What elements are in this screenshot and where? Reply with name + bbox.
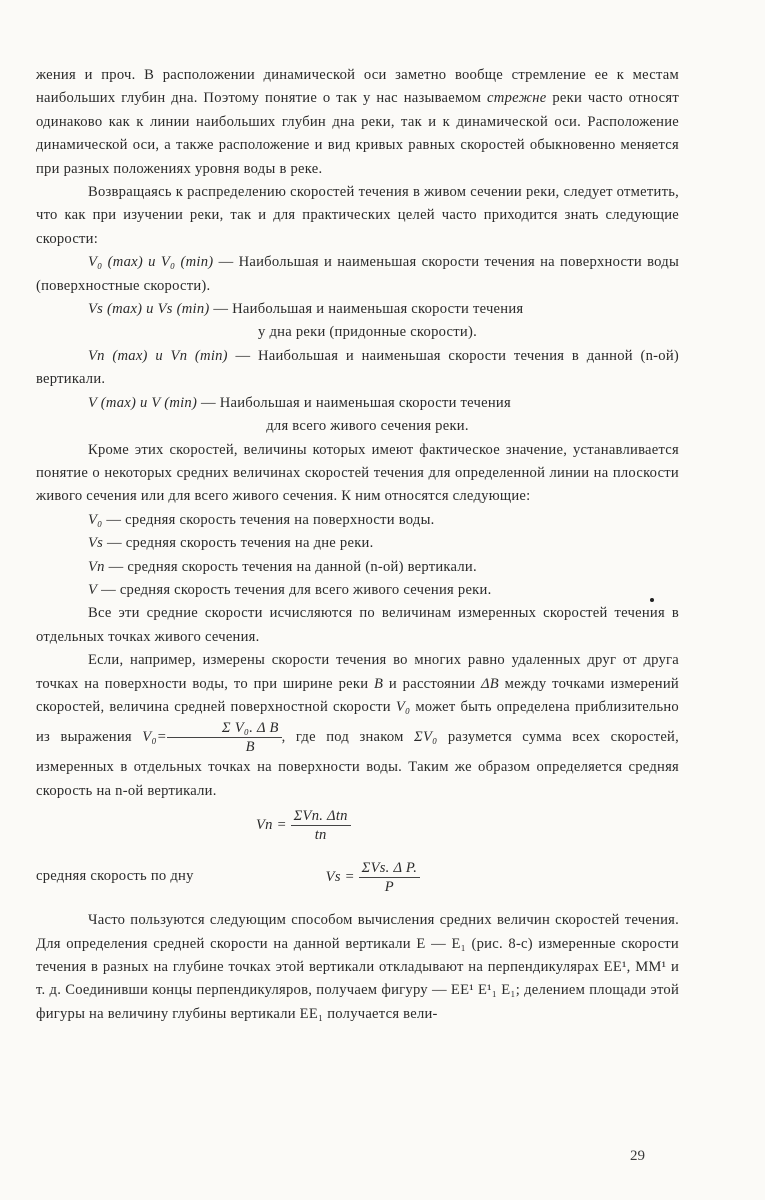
formula-2-fraction [359, 859, 420, 896]
list-item-symbol: Vn [88, 558, 105, 575]
paragraph-7: Часто пользуются следующим способом вычисления средних величин скоростей течения. Для определения средней скорости на данной вертикали E — E₁ (рис. 8-с) измеренные скорости течения в разных на глубине точках этой вертикали откладывают на перпендикулярах EE¹, MM¹ и т. д. Соединивши концы перпендикуляров, получаем фигуру — EE¹ E¹₁ E₁; делением площади этой фигуры на величину глубины вертикали EE₁ получается вели- [36, 912, 679, 1022]
list-item-text: — средняя скорость течения на поверхности воды. [102, 511, 435, 528]
list-item [88, 532, 679, 555]
inline-formula-fraction [167, 719, 282, 756]
paragraph-1-end: реки часто относят одинаково как к линии наибольших глубин дна реки, так и к динамической оси. Расположение динамической оси, а также расположение и вид кривых равных скоростей обыкновенно меняется при разных положениях уровня воды в реке. [36, 90, 679, 177]
definition-1-symbol: V₀ (max) и V₀ (min) [88, 254, 214, 271]
list-item-symbol: Vs [88, 535, 104, 552]
definition-1-text: — Наибольшая и наименьшая скорости течения на поверхности воды (поверхностные скорости). [36, 254, 680, 294]
paragraph-5 [36, 649, 679, 803]
formula-2-numerator: ΣVs. Δ P. [359, 859, 420, 878]
list-item [88, 556, 679, 579]
definition-1 [36, 251, 679, 298]
paragraph-6: средняя скорость по дну [36, 868, 194, 885]
page-body [36, 64, 679, 1026]
p5-text-c: между точками измерений скоростей, величина средней поверхностной скорости [36, 675, 679, 715]
formula-1-fraction [291, 807, 351, 844]
paragraph-1-text: жения и проч. В расположении динамической оси заметно вообще стремление ее к местам наибольших глубин дна. Поэтому понятие о так у нас называемом [36, 67, 679, 107]
p5-text-e: , где под знаком [281, 729, 415, 746]
definition-4-symbol: V (max) и V (min) [88, 394, 198, 411]
p5-symbol-v0: V₀ [395, 698, 411, 715]
definition-2-continuation: у дна реки (придонные скорости). [258, 324, 477, 341]
paragraph-2: Возвращаясь к распределению скоростей течения в живом сечении реки, следует отметить, что как при изучении реки, так и для практических целей часто приходится знать следующие скорости: [36, 184, 679, 247]
list-item-text: — средняя скорость течения на данной (n-ой) вертикали. [104, 558, 477, 575]
definition-2-text: — Наибольшая и наименьшая скорости течения [209, 301, 524, 318]
definition-4-text: — Наибольшая и наименьшая скорости течения [197, 394, 511, 411]
list-item [88, 579, 679, 602]
definition-2 [36, 298, 679, 321]
p5-text-a: Если, например, измерены скорости течения во многих равно удаленных друг от друга точках на поверхности воды, то при ширине реки [36, 652, 679, 692]
paragraph-3: Кроме этих скоростей, величины которых имеют фактическое значение, устанавливается понятие о некоторых средних величинах скоростей течения для определенной линии на плоскости живого сечения или для всего живого сечения. К ним относятся следующие: [36, 441, 679, 505]
inline-formula-denominator: B [245, 739, 255, 756]
formula-bottom-row [36, 853, 679, 901]
list-item-symbol: V [88, 581, 98, 598]
inline-formula-numerator: Σ V₀. Δ B [167, 719, 282, 738]
paragraph-1 [36, 64, 679, 181]
formula-2-left: Vs = [325, 868, 355, 885]
italic-term: стрежне [487, 90, 547, 107]
formula-1-numerator: ΣVn. Δtn [291, 807, 351, 826]
p5-text-d: может быть определена приблизительно из выражения [36, 698, 679, 746]
definition-3-symbol: Vn (max) и Vn (min) [88, 347, 228, 364]
definition-4-continuation: для всего живого сечения реки. [266, 418, 469, 435]
list-item [88, 509, 679, 532]
formula-1-denominator: tn [314, 827, 327, 844]
list-item-text: — средняя скорость течения на дне реки. [103, 535, 374, 552]
definition-4 [36, 392, 679, 415]
inline-formula-left: V₀= [142, 729, 167, 746]
formula-2-denominator: P [384, 878, 394, 895]
page-number: 29 [630, 1148, 645, 1164]
list-item-symbol: V₀ [88, 511, 103, 528]
definition-3 [36, 345, 679, 392]
formula-bottom-mean [194, 859, 420, 896]
p5-symbol-b: B [374, 675, 384, 692]
mean-velocity-list [36, 509, 679, 603]
p5-symbol-delta-b: ΔB [480, 675, 499, 692]
p5-symbol-sum: ΣV₀ [414, 729, 438, 746]
list-item-text: — средняя скорость течения для всего живого сечения реки. [97, 581, 492, 598]
formula-1-left: Vn = [256, 817, 287, 834]
p5-text-b: и расстоянии [383, 675, 481, 692]
formula-vertical-mean [36, 807, 679, 849]
paragraph-4: Все эти средние скорости исчисляются по величинам измеренных скоростей течения в отдельных точках живого сечения. [36, 605, 679, 645]
p5-text-f: разумется сумма всех скоростей, измеренных в отдельных точках на поверхности воды. Таким же образом определяется средняя скорость на n-ой вертикали. [36, 729, 680, 799]
print-speck [650, 598, 654, 602]
definition-2-symbol: Vs (max) и Vs (min) [88, 301, 210, 318]
definition-3-text: — Наибольшая и наименьшая скорости течения в данной (n-ой) вертикали. [36, 347, 679, 388]
